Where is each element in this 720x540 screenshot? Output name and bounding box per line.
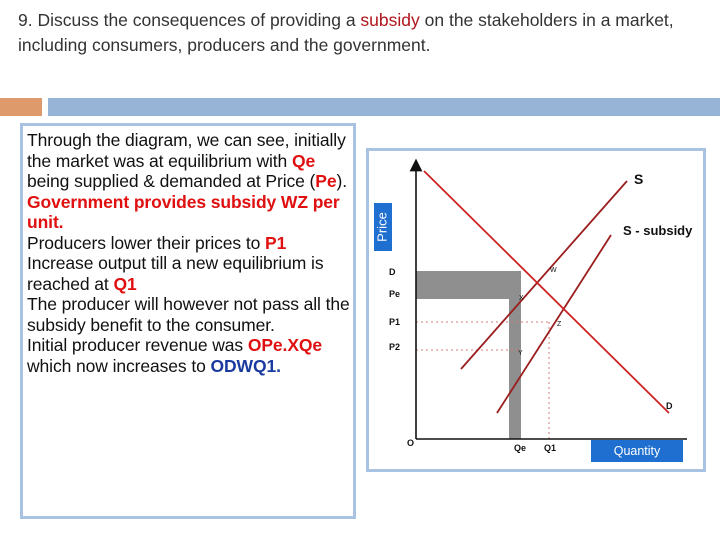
qty-label-q1: Q1 <box>544 443 557 453</box>
accent-bar-orange <box>0 98 42 116</box>
slide-title <box>18 8 708 57</box>
shaded-subsidy-revenue-top <box>416 271 521 299</box>
paragraph-producers-lower-prices <box>27 233 357 295</box>
p5-initial-revenue: OPe.XQe <box>247 335 323 355</box>
p3-p1: P1 <box>265 232 287 253</box>
shaded-subsidy-revenue-side <box>509 299 521 439</box>
title-text-before: 9. Discuss the consequences of providing a <box>18 10 361 30</box>
subsidy-diagram <box>369 151 703 469</box>
p5-new-revenue: ODWQ1. <box>210 355 281 376</box>
subsidy-label: S - subsidy <box>623 223 693 238</box>
paragraph-initial-equilibrium <box>27 130 357 192</box>
title-text-after: on the stakeholders in a market, including consumers, producers and the government. <box>18 10 674 55</box>
paragraph-revenue <box>27 335 357 376</box>
point-label-w: W <box>550 267 557 274</box>
p1-pe: Pe <box>315 171 337 191</box>
paragraph-subsidy-benefit: The producer will however not pass all the subsidy benefit to the consumer. <box>27 294 350 335</box>
point-label-z: Z <box>557 321 562 328</box>
p3-text-b: Increase output till a new equilibrium is reached at <box>27 253 324 294</box>
p3-text-a: Producers lower their prices to <box>27 232 266 253</box>
point-label-y: Y <box>518 350 523 357</box>
demand-label: D <box>666 401 673 411</box>
p1-qe: Qe <box>291 150 316 171</box>
explanation-text <box>27 130 357 376</box>
price-label-pe: Pe <box>389 289 401 299</box>
supply-label: S <box>634 171 644 187</box>
p5-text-b: which now increases to <box>27 355 211 376</box>
p1-text-a: Through the diagram, we can see, initially the market was at equilibrium with <box>27 130 346 171</box>
price-axis-label: Price <box>374 212 390 242</box>
title-highlight-subsidy: subsidy <box>360 10 420 30</box>
accent-bar-blue <box>48 98 720 116</box>
explanation-box <box>20 123 356 519</box>
paragraph-government-subsidy: Government provides subsidy WZ per unit. <box>27 191 340 232</box>
qty-label-qe: Qe <box>514 443 527 453</box>
point-label-x: X <box>519 295 524 302</box>
price-label-d: D <box>389 267 396 277</box>
p3-q1: Q1 <box>113 273 137 294</box>
quantity-axis-label: Quantity <box>613 444 661 458</box>
p5-text-a: Initial producer revenue was <box>27 335 248 355</box>
price-label-p2: P2 <box>389 342 401 352</box>
p1-text-b: being supplied & demanded at Price ( <box>27 171 316 191</box>
price-label-p1: P1 <box>389 317 401 327</box>
origin-label: O <box>407 438 415 448</box>
p1-text-c: ). <box>336 171 347 191</box>
